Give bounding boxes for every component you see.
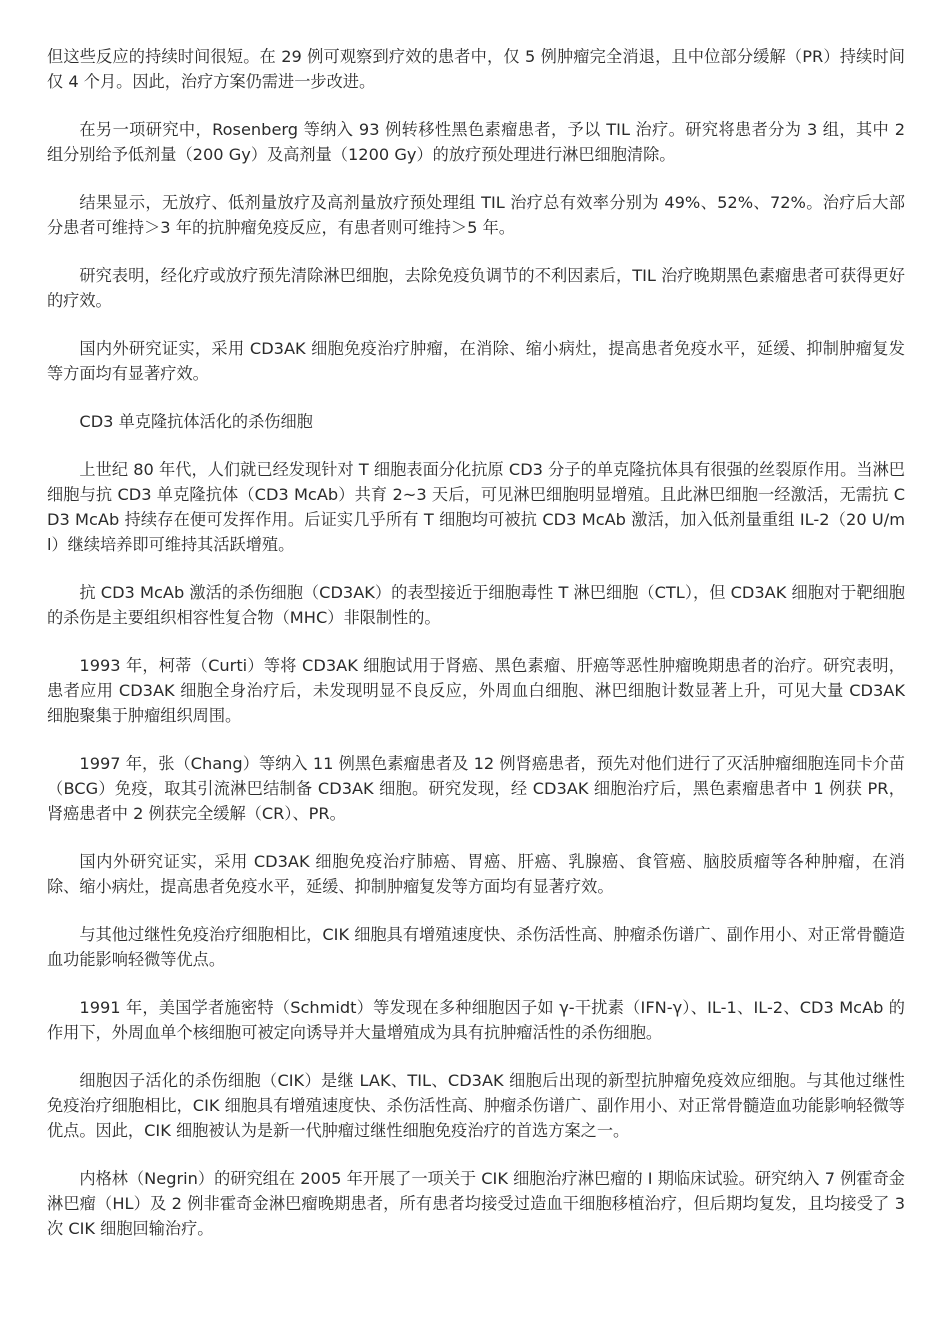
paragraph-5: 国内外研究证实，采用 CD3AK 细胞免疫治疗肿瘤，在消除、缩小病灶，提高患者免疫水平，延缓、抑制肿瘤复发等方面均有显著疗效。 [47, 339, 905, 383]
paragraph-12: 与其他过继性免疫治疗细胞相比，CIK 细胞具有增殖速度快、杀伤活性高、肿瘤杀伤谱广、副作用小、对正常骨髓造血功能影响轻微等优点。 [47, 925, 905, 969]
paragraph-2: 在另一项研究中，Rosenberg 等纳入 93 例转移性黑色素瘤患者，予以 TIL 治疗。研究将患者分为 3 组，其中 2 组分别给予低剂量（200 Gy）及高剂量（1200 Gy）的放疗预处理进行淋巴细胞清除。 [47, 120, 905, 164]
paragraph-9: 1993 年，柯蒂（Curti）等将 CD3AK 细胞试用于肾癌、黑色素瘤、肝癌等恶性肿瘤晚期患者的治疗。研究表明，患者应用 CD3AK 细胞全身治疗后，未发现明显不良反应，外周血白细胞、淋巴细胞计数显著上升，可见大量 CD3AK 细胞聚集于肿瘤组织周围。 [47, 656, 905, 725]
paragraph-15: 内格林（Negrin）的研究组在 2005 年开展了一项关于 CIK 细胞治疗淋巴瘤的 I 期临床试验。研究纳入 7 例霍奇金淋巴瘤（HL）及 2 例非霍奇金淋巴瘤晚期患者，所有患者均接受过造血干细胞移植治疗，但后期均复发，且均接受了 3 次 CIK 细胞回输治疗。 [47, 1169, 905, 1238]
paragraph-4: 研究表明，经化疗或放疗预先清除淋巴细胞，去除免疫负调节的不利因素后，TIL 治疗晚期黑色素瘤患者可获得更好的疗效。 [47, 266, 905, 310]
document-page [47, 44, 905, 1264]
paragraph-3: 结果显示，无放疗、低剂量放疗及高剂量放疗预处理组 TIL 治疗总有效率分别为 49%、52%、72%。治疗后大部分患者可维持＞3 年的抗肿瘤免疫反应，有患者则可维持＞5 年。 [47, 193, 905, 237]
paragraph-11: 国内外研究证实，采用 CD3AK 细胞免疫治疗肺癌、胃癌、肝癌、乳腺癌、食管癌、脑胶质瘤等各种肿瘤，在消除、缩小病灶，提高患者免疫水平，延缓、抑制肿瘤复发等方面均有显著疗效。 [47, 852, 905, 896]
paragraph-8: 抗 CD3 McAb 激活的杀伤细胞（CD3AK）的表型接近于细胞毒性 T 淋巴细胞（CTL），但 CD3AK 细胞对于靶细胞的杀伤是主要组织相容性复合物（MHC）非限制性的。 [47, 583, 905, 627]
paragraph-1: 但这些反应的持续时间很短。在 29 例可观察到疗效的患者中，仅 5 例肿瘤完全消退，且中位部分缓解（PR）持续时间仅 4 个月。因此，治疗方案仍需进一步改进。 [47, 47, 905, 91]
section-heading: CD3 单克隆抗体活化的杀伤细胞 [79, 412, 313, 431]
paragraph-13: 1991 年，美国学者施密特（Schmidt）等发现在多种细胞因子如 γ-干扰素（IFN-γ）、IL-1、IL-2、CD3 McAb 的作用下，外周血单个核细胞可被定向诱导并大量增殖成为具有抗肿瘤活性的杀伤细胞。 [47, 998, 905, 1042]
paragraph-14: 细胞因子活化的杀伤细胞（CIK）是继 LAK、TIL、CD3AK 细胞后出现的新型抗肿瘤免疫效应细胞。与其他过继性免疫治疗细胞相比，CIK 细胞具有增殖速度快、杀伤活性高、肿瘤杀伤谱广、副作用小、对正常骨髓造血功能影响轻微等优点。因此，CIK 细胞被认为是新一代肿瘤过继性细胞免疫治疗的首选方案之一。 [47, 1071, 905, 1140]
paragraph-7: 上世纪 80 年代，人们就已经发现针对 T 细胞表面分化抗原 CD3 分子的单克隆抗体具有很强的丝裂原作用。当淋巴细胞与抗 CD3 单克隆抗体（CD3 McAb）共育 2~3 天后，可见淋巴细胞明显增殖。且此淋巴细胞一经激活，无需抗 CD3 McAb 持续存在便可发挥作用。后证实几乎所有 T 细胞均可被抗 CD3 McAb 激活，加入低剂量重组 IL-2（20 U/ml）继续培养即可维持其活跃增殖。 [47, 460, 905, 554]
paragraph-10: 1997 年，张（Chang）等纳入 11 例黑色素瘤患者及 12 例肾癌患者，预先对他们进行了灭活肿瘤细胞连同卡介苗（BCG）免疫，取其引流淋巴结制备 CD3AK 细胞。研究发现，经 CD3AK 细胞治疗后，黑色素瘤患者中 1 例获 PR，肾癌患者中 2 例获完全缓解（CR）、PR。 [47, 754, 905, 823]
